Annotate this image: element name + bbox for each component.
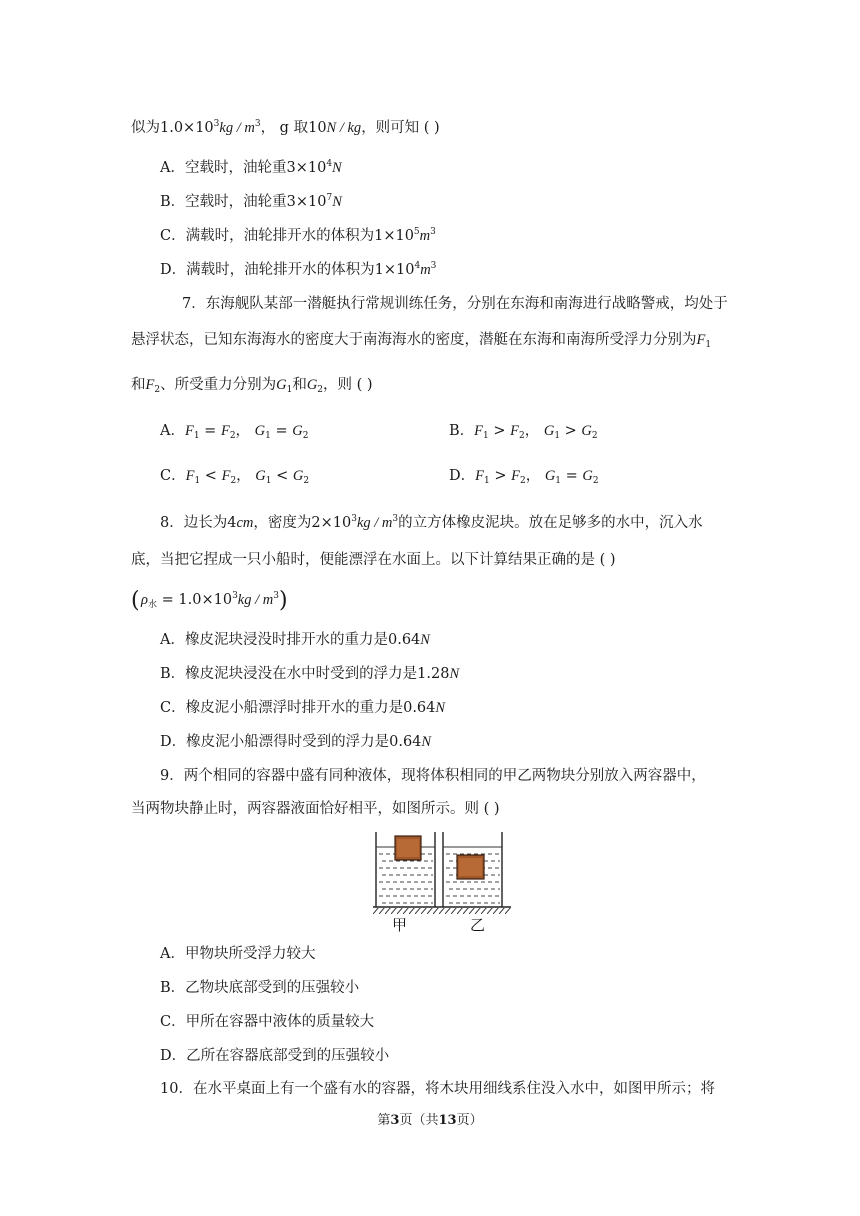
option-unit-exponent: 3 bbox=[430, 227, 436, 237]
q6-option-d[interactable] bbox=[160, 260, 436, 280]
q9-line-1: 9．两个相同的容器中盛有同种液体，现将体积相同的甲乙两物块分别放入两容器中， bbox=[160, 768, 706, 784]
symbol: G bbox=[292, 468, 304, 484]
rho-symbol: ρ bbox=[141, 592, 149, 608]
q8-density-value: 2×10 bbox=[311, 515, 352, 531]
q8-water-density-note: ( $\rho_水 = 1.0\times 10^3kg / m^3$) bbox=[131, 588, 288, 613]
q9-line-2: 当两物块静止时，两容器液面恰好相平，如图所示。则 ( ) bbox=[131, 801, 500, 817]
q7-text: 和 bbox=[131, 377, 146, 393]
relation: > bbox=[560, 423, 582, 439]
q6-density-unit: kg / m bbox=[219, 120, 255, 136]
block-jia-face bbox=[397, 839, 419, 857]
q7-suffix: ，则 ( ) bbox=[323, 377, 373, 393]
option-value: 3×10 bbox=[286, 194, 327, 210]
q8-option-a[interactable] bbox=[160, 630, 430, 650]
option-label: D．橡皮泥小船漂得时受到的浮力是 bbox=[160, 734, 390, 750]
rho-exponent: 3 bbox=[232, 591, 238, 601]
q6-suffix: ，则可知 ( ) bbox=[361, 120, 440, 136]
q7-symbol-G2: G bbox=[306, 377, 318, 393]
option-label: B．橡皮泥块浸没在水中时受到的浮力是 bbox=[160, 666, 418, 682]
rho-unit: kg / m bbox=[237, 592, 274, 608]
option-exponent: 4 bbox=[326, 159, 333, 169]
relation: > bbox=[489, 468, 512, 484]
q8-side-value: 4 bbox=[227, 515, 237, 531]
sub: 2 bbox=[303, 476, 310, 486]
sub: 1 bbox=[265, 476, 272, 486]
relation: < bbox=[271, 468, 293, 484]
liquid-left bbox=[379, 854, 433, 903]
q7-symbol-G1: G bbox=[276, 377, 287, 393]
option-label: C．满载时，油轮排开水的体积为 bbox=[160, 228, 375, 244]
option-exponent: 4 bbox=[414, 261, 421, 271]
sub: 1 bbox=[483, 431, 489, 441]
q7-option-d[interactable] bbox=[449, 466, 599, 486]
sub: 1 bbox=[484, 476, 490, 486]
symbol: F bbox=[474, 423, 484, 439]
q7-line-1: 7．东海舰队某部一潜艇执行常规训练任务，分别在东海和南海进行战略警戒，均处于 bbox=[182, 296, 728, 312]
sub: 1 bbox=[194, 476, 201, 486]
q6-text-prefix: 似为 bbox=[131, 120, 160, 136]
relation: = bbox=[561, 468, 583, 484]
q9-option-d[interactable]: D．乙所在容器底部受到的压强较小 bbox=[160, 1048, 390, 1064]
option-value: 3×10 bbox=[286, 160, 327, 176]
option-unit: N bbox=[332, 160, 342, 176]
q7-option-b[interactable] bbox=[449, 421, 598, 441]
q7-sub-1: 1 bbox=[286, 385, 293, 395]
q8-option-b[interactable] bbox=[160, 664, 459, 684]
figure-label-yi: 乙 bbox=[470, 916, 486, 934]
q7-line-3 bbox=[131, 375, 373, 395]
option-unit: m bbox=[420, 262, 431, 278]
q9-option-b[interactable]: B．乙物块底部受到的压强较小 bbox=[160, 980, 360, 996]
q8-text: 8．边长为 bbox=[160, 515, 228, 531]
page-footer bbox=[0, 1112, 860, 1130]
option-label: A． bbox=[160, 423, 185, 439]
symbol: F bbox=[510, 423, 519, 439]
symbol: G bbox=[582, 468, 593, 484]
q6-option-c[interactable] bbox=[160, 226, 436, 246]
q10-line-1: 10．在水平桌面上有一个盛有水的容器，将木块用细线系住没入水中，如图甲所示；将 bbox=[160, 1081, 715, 1097]
q6-option-a[interactable] bbox=[160, 158, 342, 178]
q7-symbol-F1: F bbox=[696, 332, 706, 348]
option-exponent: 5 bbox=[413, 227, 420, 237]
q7-line-2 bbox=[131, 330, 711, 350]
q6-density-exponent: 3 bbox=[213, 119, 220, 129]
q7-option-c[interactable] bbox=[160, 466, 309, 486]
rho-value: = 1.0×10 bbox=[157, 592, 233, 608]
q7-sub-2: 2 bbox=[317, 385, 324, 395]
q8-line-2: 底，当把它捏成一只小船时，便能漂浮在水面上。以下计算结果正确的是 ( ) bbox=[131, 552, 616, 568]
q9-option-a[interactable]: A．甲物块所受浮力较大 bbox=[160, 946, 316, 962]
sub: 2 bbox=[518, 431, 525, 441]
q8-text: 的立方体橡皮泥块。放在足够多的水中，沉入水 bbox=[398, 515, 703, 531]
q8-density-exponent: 3 bbox=[351, 514, 357, 524]
q8-option-d[interactable] bbox=[160, 732, 431, 752]
sub: 2 bbox=[519, 476, 526, 486]
footer-page-number: 3 bbox=[390, 1113, 400, 1128]
q8-text: ，密度为 bbox=[253, 515, 312, 531]
sub: 2 bbox=[230, 476, 237, 486]
option-unit-exponent: 3 bbox=[430, 261, 437, 271]
q7-symbol-F2: F bbox=[145, 377, 155, 393]
footer-suffix: 页） bbox=[456, 1113, 483, 1128]
comma: ， bbox=[235, 423, 255, 439]
q7-text: 和 bbox=[292, 377, 307, 393]
q6-density-unit-exponent: 3 bbox=[254, 119, 261, 129]
option-label: B． bbox=[449, 423, 475, 439]
sub: 1 bbox=[193, 431, 200, 441]
symbol: F bbox=[184, 423, 194, 439]
q6-water-density bbox=[160, 120, 261, 136]
option-unit: m bbox=[419, 228, 431, 244]
option-unit: N bbox=[435, 700, 446, 716]
q7-sub-1: 1 bbox=[705, 340, 712, 350]
comma: ， bbox=[524, 423, 544, 439]
option-label: C．橡皮泥小船漂浮时排开水的重力是 bbox=[160, 700, 404, 716]
option-label: D．满载时，油轮排开水的体积为 bbox=[160, 262, 375, 278]
sub: 2 bbox=[592, 476, 599, 486]
sub: 1 bbox=[555, 476, 562, 486]
q7-line-2-text: 悬浮状态，已知东海海水的密度大于南海海水的密度，潜艇在东海和南海所受浮力分别为 bbox=[131, 332, 697, 348]
option-exponent: 7 bbox=[326, 193, 333, 203]
option-unit: N bbox=[420, 632, 430, 648]
symbol: G bbox=[543, 423, 555, 439]
sub: 1 bbox=[265, 431, 271, 441]
sub: 2 bbox=[229, 431, 236, 441]
q8-density-unit: kg / m bbox=[356, 515, 393, 531]
sub: 2 bbox=[302, 431, 309, 441]
symbol: F bbox=[221, 468, 231, 484]
footer-prefix: 第 bbox=[377, 1113, 391, 1128]
option-value: 1×10 bbox=[374, 228, 414, 244]
option-unit: N bbox=[421, 734, 432, 750]
rho-unit-exponent: 3 bbox=[273, 591, 279, 601]
q6-continuation-line bbox=[131, 118, 440, 138]
option-unit: N bbox=[332, 194, 342, 210]
q9-option-c[interactable]: C．甲所在容器中液体的质量较大 bbox=[160, 1014, 375, 1030]
option-value: 0.64 bbox=[403, 700, 436, 716]
q6-g-unit: N / kg bbox=[326, 120, 362, 136]
sub: 2 bbox=[591, 431, 598, 441]
relation: = bbox=[270, 423, 293, 439]
symbol: G bbox=[255, 468, 266, 484]
ground-hatch bbox=[373, 908, 511, 914]
q9-containers-figure bbox=[373, 830, 513, 934]
q8-density-unit-exponent: 3 bbox=[392, 514, 399, 524]
symbol: G bbox=[254, 423, 266, 439]
q7-sub-2: 2 bbox=[154, 385, 161, 395]
symbol: G bbox=[292, 423, 303, 439]
symbol: G bbox=[581, 423, 592, 439]
q6-option-b[interactable] bbox=[160, 192, 342, 212]
option-value: 1×10 bbox=[374, 262, 415, 278]
q6-density-value: 1.0×10 bbox=[160, 120, 214, 136]
option-label: C． bbox=[160, 468, 186, 484]
option-unit: N bbox=[449, 666, 460, 682]
q8-side-unit: cm bbox=[236, 515, 254, 531]
comma: ， bbox=[525, 468, 545, 484]
q6-g-value: 10 bbox=[308, 120, 327, 136]
option-value: 0.64 bbox=[389, 734, 422, 750]
option-label: D． bbox=[449, 468, 476, 484]
symbol: F bbox=[185, 468, 195, 484]
q8-option-c[interactable] bbox=[160, 698, 445, 718]
q6-g-text: ， g 取 bbox=[260, 120, 309, 136]
relation: > bbox=[488, 423, 511, 439]
option-label: A．橡皮泥块浸没时排开水的重力是 bbox=[160, 632, 388, 648]
option-value: 0.64 bbox=[387, 632, 421, 648]
figure-label-jia: 甲 bbox=[392, 916, 408, 934]
rho-subscript: 水 bbox=[148, 600, 158, 610]
comma: ， bbox=[236, 468, 256, 484]
option-label: A．空载时，油轮重 bbox=[160, 160, 287, 176]
q8-line-1 bbox=[160, 513, 703, 533]
q7-option-a[interactable] bbox=[160, 421, 308, 441]
symbol: G bbox=[544, 468, 556, 484]
symbol: F bbox=[475, 468, 484, 484]
option-label: B．空载时，油轮重 bbox=[160, 194, 287, 210]
option-value: 1.28 bbox=[417, 666, 450, 682]
block-yi-face bbox=[459, 858, 482, 876]
sub: 1 bbox=[554, 431, 561, 441]
relation: = bbox=[199, 423, 221, 439]
symbol: F bbox=[511, 468, 520, 484]
symbol: F bbox=[220, 423, 230, 439]
relation: < bbox=[200, 468, 222, 484]
footer-middle: 页（共 bbox=[399, 1113, 439, 1128]
footer-total-pages: 13 bbox=[438, 1113, 457, 1128]
q7-text: 、所受重力分别为 bbox=[160, 377, 277, 393]
